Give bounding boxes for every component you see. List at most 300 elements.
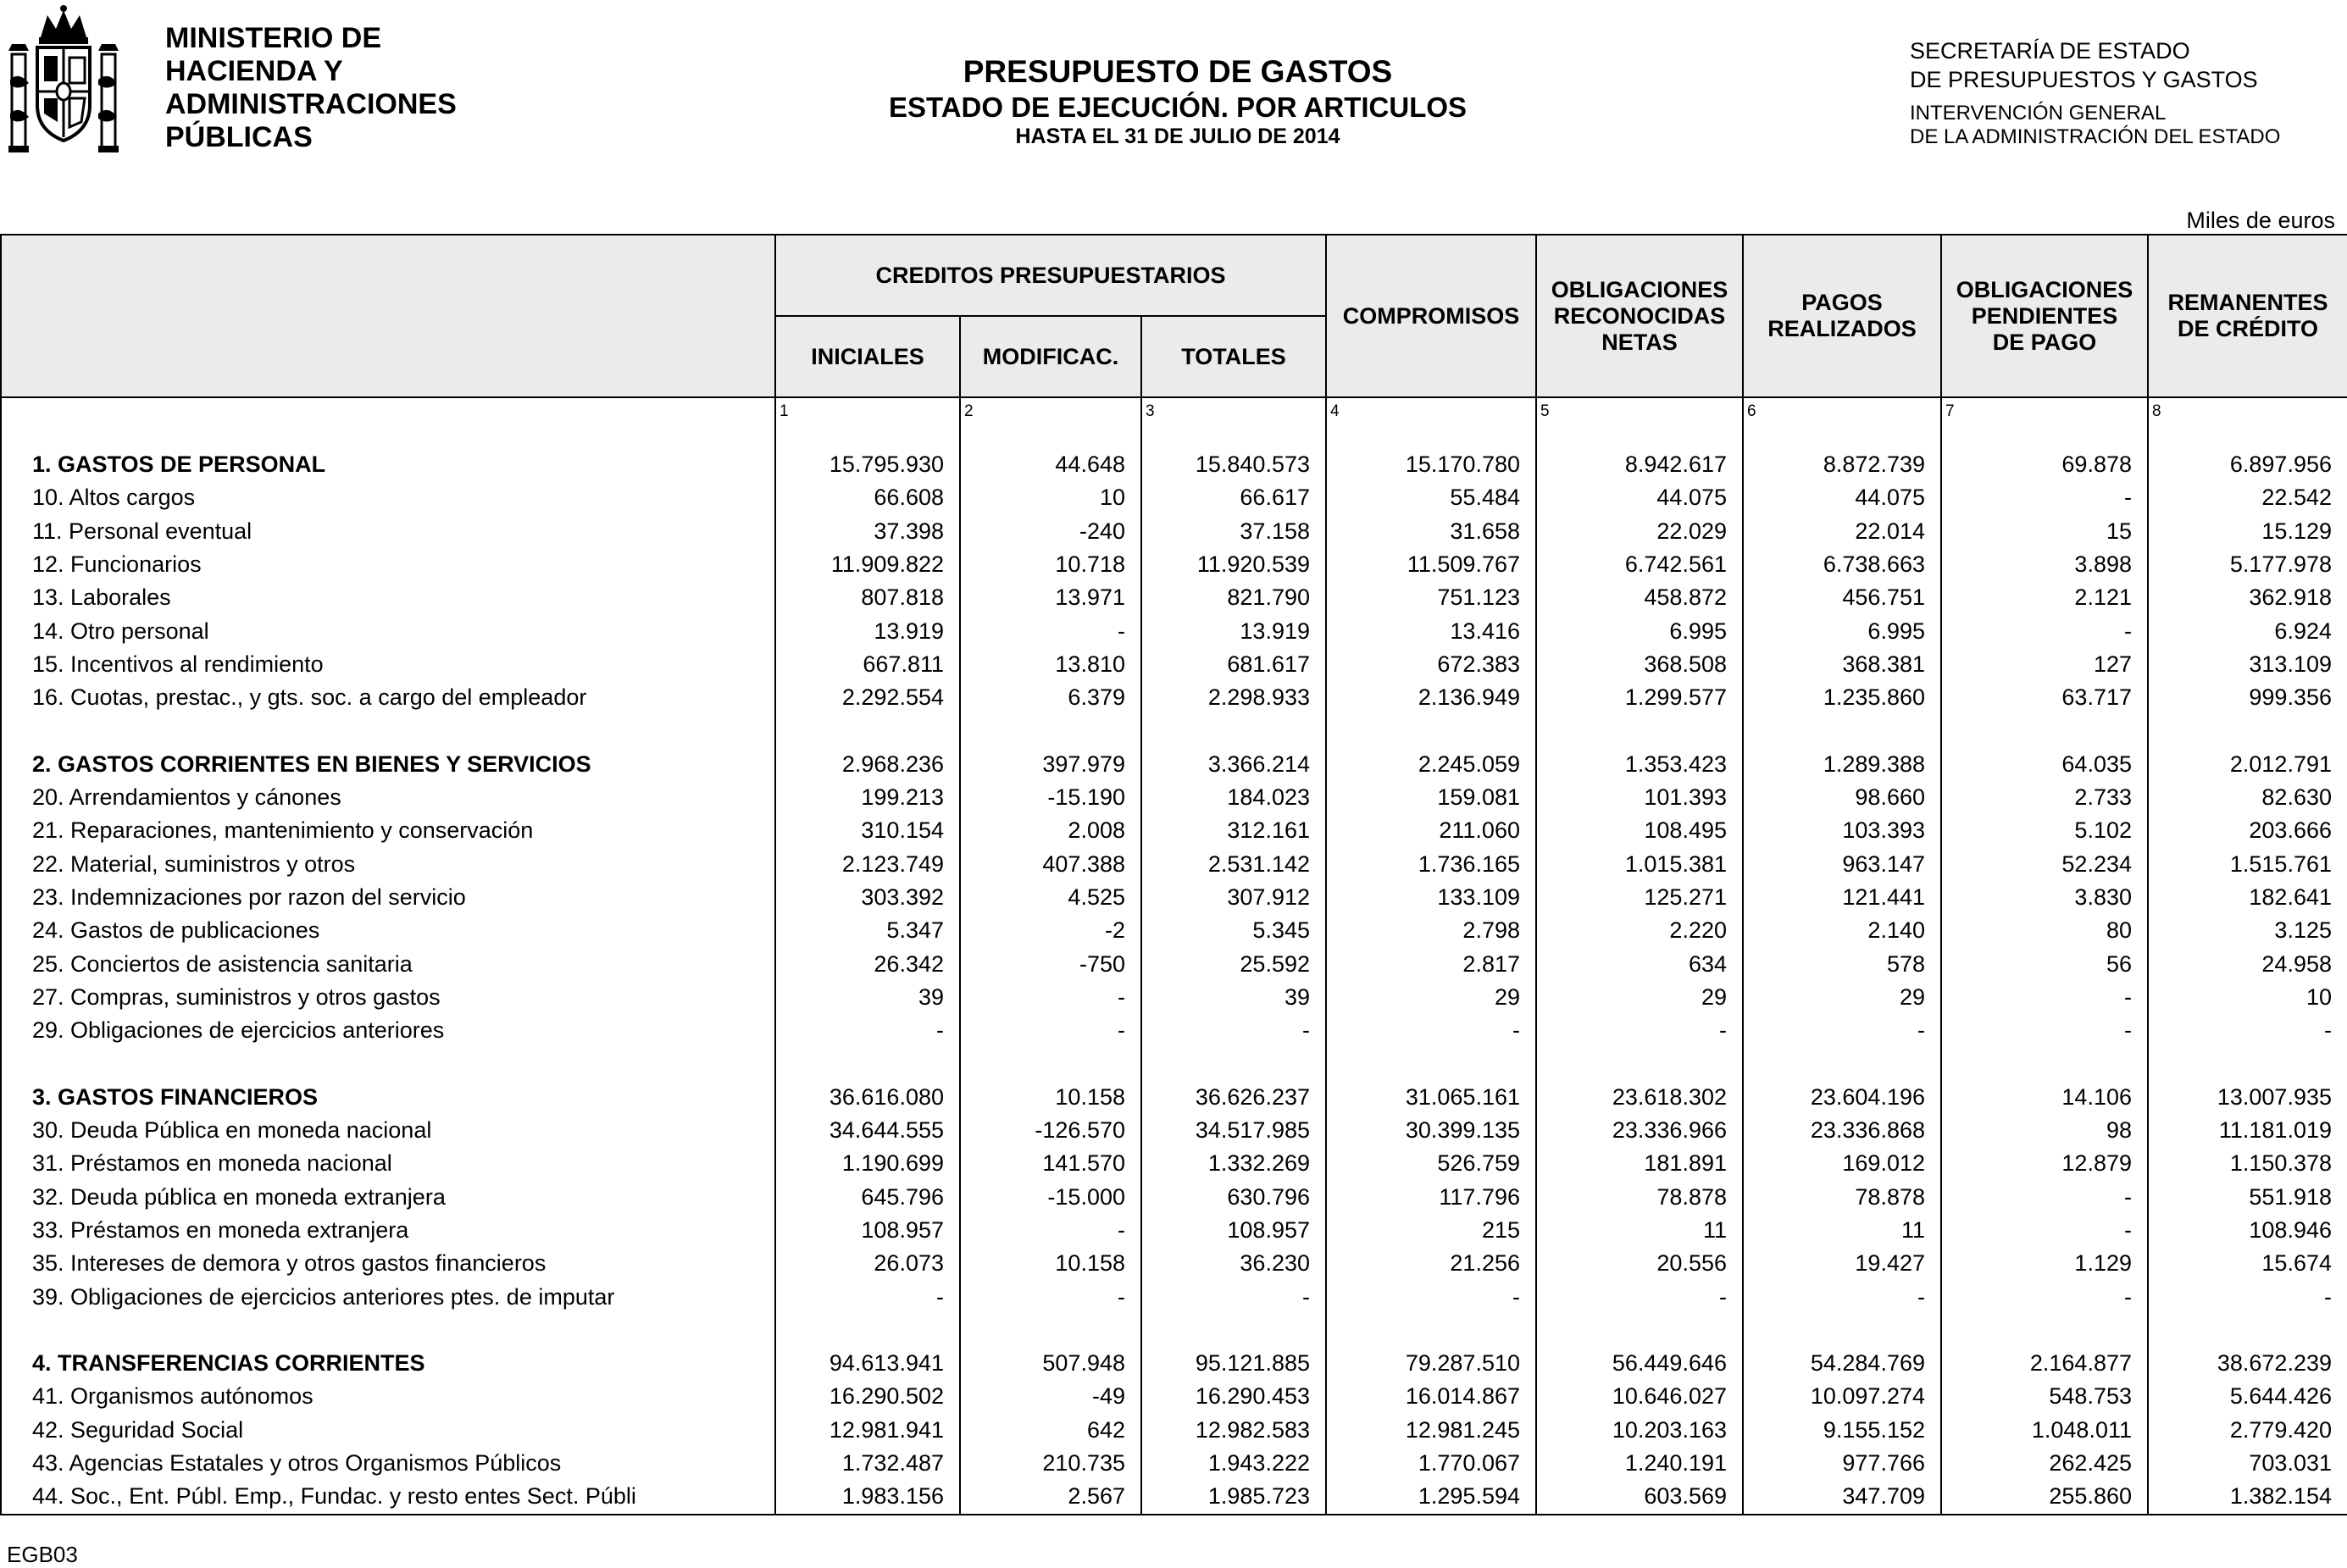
value-cell: 681.617	[1141, 648, 1326, 681]
value-cell: 10	[960, 481, 1141, 514]
value-cell: 2.123.749	[775, 848, 960, 881]
value-cell: -	[960, 614, 1141, 647]
report-date: HASTA EL 31 DE JULIO DE 2014	[1015, 125, 1340, 148]
table-row	[1, 681, 2347, 714]
value-cell: 95.121.885	[1141, 1347, 1326, 1380]
table-row	[1, 914, 2347, 947]
spacer-cell	[2148, 714, 2347, 747]
table-row	[1, 515, 2347, 548]
value-cell: -49	[960, 1380, 1141, 1413]
table-row	[1, 648, 2347, 681]
value-cell: 44.075	[1536, 481, 1743, 514]
value-cell: 23.336.868	[1743, 1114, 1941, 1147]
value-cell: 1.048.011	[1941, 1414, 2148, 1447]
value-cell: 121.441	[1743, 881, 1941, 914]
value-cell: 38.672.239	[2148, 1347, 2347, 1380]
spacer-cell	[1326, 714, 1536, 747]
value-cell: 255.860	[1941, 1480, 2148, 1514]
value-cell: -	[1141, 1280, 1326, 1313]
value-cell: 2.121	[1941, 581, 2148, 614]
report-subtitle: ESTADO DE EJECUCIÓN. POR ARTICULOS	[888, 91, 1468, 123]
value-cell: 63.717	[1941, 681, 2148, 714]
value-cell: 2.012.791	[2148, 748, 2347, 781]
value-cell: 667.811	[775, 648, 960, 681]
value-cell: 16.014.867	[1326, 1380, 1536, 1413]
table-row	[1, 947, 2347, 980]
value-cell: -	[1941, 1181, 2148, 1214]
spacer-row	[1, 1047, 2347, 1080]
coat-of-arms-icon	[7, 3, 121, 164]
value-cell: 963.147	[1743, 848, 1941, 881]
group-row	[1, 448, 2347, 481]
spacer-row	[1, 714, 2347, 747]
value-cell: -	[1536, 1014, 1743, 1047]
value-cell: 977.766	[1743, 1447, 1941, 1480]
value-cell: 184.023	[1141, 781, 1326, 814]
row-label: 43. Agencias Estatales y otros Organismos Públicos	[1, 1447, 775, 1480]
value-cell: 999.356	[2148, 681, 2347, 714]
value-cell: -	[775, 1280, 960, 1313]
spacer-cell	[960, 714, 1141, 747]
value-cell: 1.190.699	[775, 1147, 960, 1180]
row-label: 41. Organismos autónomos	[1, 1380, 775, 1413]
value-cell: 15.129	[2148, 515, 2347, 548]
value-cell: 108.957	[1141, 1214, 1326, 1247]
value-cell: 1.732.487	[775, 1447, 960, 1480]
value-cell: 672.383	[1326, 648, 1536, 681]
value-cell: 101.393	[1536, 781, 1743, 814]
value-cell: 16.290.502	[775, 1380, 960, 1413]
value-cell: 9.155.152	[1743, 1414, 1941, 1447]
value-cell: 141.570	[960, 1147, 1141, 1180]
value-cell: 13.416	[1326, 614, 1536, 647]
units-label: Miles de euros	[2186, 208, 2335, 233]
value-cell: 821.790	[1141, 581, 1326, 614]
value-cell: 2.136.949	[1326, 681, 1536, 714]
value-cell: 6.995	[1743, 614, 1941, 647]
value-cell: 5.347	[775, 914, 960, 947]
value-cell: -	[1941, 981, 2148, 1014]
value-cell: 1.235.860	[1743, 681, 1941, 714]
value-cell: 34.644.555	[775, 1114, 960, 1147]
spacer-cell	[1941, 1314, 2148, 1347]
header-line: RECONOCIDAS	[1553, 302, 1726, 329]
row-label: 23. Indemnizaciones por razon del servicio	[1, 881, 775, 914]
value-cell: -	[960, 981, 1141, 1014]
value-cell: 807.818	[775, 581, 960, 614]
spacer-cell	[775, 1047, 960, 1080]
group-row	[1, 748, 2347, 781]
value-cell: 13.919	[775, 614, 960, 647]
value-cell: 458.872	[1536, 581, 1743, 614]
value-cell: 751.123	[1326, 581, 1536, 614]
value-cell: 127	[1941, 648, 2148, 681]
value-cell: 37.398	[775, 515, 960, 548]
value-cell: 2.798	[1326, 914, 1536, 947]
row-label: 14. Otro personal	[1, 614, 775, 647]
value-cell: 78.878	[1743, 1181, 1941, 1214]
value-cell: 551.918	[2148, 1181, 2347, 1214]
value-cell: 34.517.985	[1141, 1114, 1326, 1147]
value-cell: 117.796	[1326, 1181, 1536, 1214]
table-row	[1, 1147, 2347, 1180]
table-row	[1, 1380, 2347, 1413]
value-cell: 66.608	[775, 481, 960, 514]
table-row	[1, 581, 2347, 614]
value-cell: 6.897.956	[2148, 448, 2347, 481]
value-cell: 15.840.573	[1141, 448, 1326, 481]
spacer-cell	[775, 714, 960, 747]
column-number: 7	[1941, 397, 2148, 443]
value-cell: 6.379	[960, 681, 1141, 714]
value-cell: 13.007.935	[2148, 1081, 2347, 1114]
value-cell: 10.646.027	[1536, 1380, 1743, 1413]
value-cell: 1.150.378	[2148, 1147, 2347, 1180]
obligaciones-header	[1536, 235, 1743, 397]
row-label: 39. Obligaciones de ejercicios anteriores ptes. de imputar	[1, 1280, 775, 1313]
row-label: 22. Material, suministros y otros	[1, 848, 775, 881]
pendientes-header	[1941, 235, 2148, 397]
value-cell: 313.109	[2148, 648, 2347, 681]
row-label: 11. Personal eventual	[1, 515, 775, 548]
value-cell: -	[1141, 1014, 1326, 1047]
spacer-cell	[1326, 1047, 1536, 1080]
value-cell: 29	[1326, 981, 1536, 1014]
value-cell: 22.014	[1743, 515, 1941, 548]
row-label: 12. Funcionarios	[1, 548, 775, 581]
value-cell: 1.382.154	[2148, 1480, 2347, 1514]
value-cell: 82.630	[2148, 781, 2347, 814]
table-row	[1, 781, 2347, 814]
table-row	[1, 981, 2347, 1014]
group-row	[1, 1347, 2347, 1380]
spacer-cell	[1141, 714, 1326, 747]
spacer-cell	[1536, 1047, 1743, 1080]
value-cell: -	[960, 1014, 1141, 1047]
value-cell: 26.073	[775, 1247, 960, 1280]
value-cell: 199.213	[775, 781, 960, 814]
secretariat-line: DE PRESUPUESTOS Y GASTOS	[1910, 67, 2258, 92]
value-cell: 407.388	[960, 848, 1141, 881]
value-cell: -	[1941, 481, 2148, 514]
value-cell: 169.012	[1743, 1147, 1941, 1180]
value-cell: 6.995	[1536, 614, 1743, 647]
table-row	[1, 881, 2347, 914]
header-line: OBLIGACIONES	[1551, 276, 1728, 302]
value-cell: 310.154	[775, 814, 960, 847]
table-row	[1, 848, 2347, 881]
value-cell: 52.234	[1941, 848, 2148, 881]
row-label: 35. Intereses de demora y otros gastos financieros	[1, 1247, 775, 1280]
value-cell: 25.592	[1141, 947, 1326, 980]
value-cell: 2.817	[1326, 947, 1536, 980]
value-cell: 55.484	[1326, 481, 1536, 514]
value-cell: 98.660	[1743, 781, 1941, 814]
ministry-name	[165, 22, 457, 154]
table-row	[1, 1181, 2347, 1214]
column-number: 6	[1743, 397, 1941, 443]
value-cell: 362.918	[2148, 581, 2347, 614]
value-cell: 44.075	[1743, 481, 1941, 514]
ministry-line: HACIENDA Y	[165, 55, 343, 87]
value-cell: 211.060	[1326, 814, 1536, 847]
column-number: 2	[960, 397, 1141, 443]
value-cell: 2.292.554	[775, 681, 960, 714]
value-cell: 30.399.135	[1326, 1114, 1536, 1147]
value-cell: 10.158	[960, 1247, 1141, 1280]
value-cell: 2.968.236	[775, 748, 960, 781]
value-cell: 603.569	[1536, 1480, 1743, 1514]
table-row	[1, 1014, 2347, 1047]
row-label: 3. GASTOS FINANCIEROS	[1, 1081, 775, 1114]
table-row	[1, 1414, 2347, 1447]
value-cell: 10.097.274	[1743, 1380, 1941, 1413]
spacer-cell	[1941, 714, 2148, 747]
value-cell: 108.495	[1536, 814, 1743, 847]
value-cell: 548.753	[1941, 1380, 2148, 1413]
value-cell: 2.245.059	[1326, 748, 1536, 781]
value-cell: 5.102	[1941, 814, 2148, 847]
row-label: 44. Soc., Ent. Públ. Emp., Fundac. y resto entes Sect. Públi	[1, 1480, 775, 1514]
value-cell: 1.983.156	[775, 1480, 960, 1514]
value-cell: 56.449.646	[1536, 1347, 1743, 1380]
value-cell: -15.000	[960, 1181, 1141, 1214]
value-cell: 645.796	[775, 1181, 960, 1214]
header-line: DE CRÉDITO	[2177, 316, 2319, 341]
spacer-cell	[1, 1314, 775, 1347]
value-cell: 6.742.561	[1536, 548, 1743, 581]
value-cell: 19.427	[1743, 1247, 1941, 1280]
value-cell: 10.158	[960, 1081, 1141, 1114]
value-cell: 8.942.617	[1536, 448, 1743, 481]
value-cell: 10.718	[960, 548, 1141, 581]
table-row	[1, 481, 2347, 514]
value-cell: 16.290.453	[1141, 1380, 1326, 1413]
value-cell: 13.919	[1141, 614, 1326, 647]
header-line: OBLIGACIONES	[1956, 276, 2133, 302]
value-cell: 14.106	[1941, 1081, 2148, 1114]
value-cell: -	[2148, 1280, 2347, 1313]
row-label: 15. Incentivos al rendimiento	[1, 648, 775, 681]
value-cell: 2.567	[960, 1480, 1141, 1514]
value-cell: -	[960, 1214, 1141, 1247]
value-cell: 1.299.577	[1536, 681, 1743, 714]
value-cell: -15.190	[960, 781, 1141, 814]
value-cell: 10	[2148, 981, 2347, 1014]
value-cell: 15.170.780	[1326, 448, 1536, 481]
value-cell: 2.220	[1536, 914, 1743, 947]
value-cell: -	[1743, 1280, 1941, 1313]
column-number: 4	[1326, 397, 1536, 443]
remanentes-header	[2148, 235, 2347, 397]
table-row	[1, 614, 2347, 647]
table-row	[1, 1214, 2347, 1247]
value-cell: 2.164.877	[1941, 1347, 2148, 1380]
value-cell: 1.015.381	[1536, 848, 1743, 881]
spacer-cell	[2148, 1314, 2347, 1347]
value-cell: 26.342	[775, 947, 960, 980]
value-cell: 13.810	[960, 648, 1141, 681]
value-cell: 23.336.966	[1536, 1114, 1743, 1147]
value-cell: 11	[1536, 1214, 1743, 1247]
value-cell: 1.943.222	[1141, 1447, 1326, 1480]
value-cell: 507.948	[960, 1347, 1141, 1380]
spacer-cell	[1141, 1314, 1326, 1347]
intervention-line: INTERVENCIÓN GENERAL	[1910, 102, 2167, 125]
row-label: 31. Préstamos en moneda nacional	[1, 1147, 775, 1180]
value-cell: 12.879	[1941, 1147, 2148, 1180]
value-cell: 37.158	[1141, 515, 1326, 548]
value-cell: -126.570	[960, 1114, 1141, 1147]
intervention-line: DE LA ADMINISTRACIÓN DEL ESTADO	[1910, 125, 2281, 148]
value-cell: 182.641	[2148, 881, 2347, 914]
value-cell: 1.985.723	[1141, 1480, 1326, 1514]
value-cell: 21.256	[1326, 1247, 1536, 1280]
value-cell: 1.353.423	[1536, 748, 1743, 781]
value-cell: 133.109	[1326, 881, 1536, 914]
spacer-cell	[960, 1047, 1141, 1080]
spacer-cell	[1743, 714, 1941, 747]
value-cell: 8.872.739	[1743, 448, 1941, 481]
value-cell: 368.381	[1743, 648, 1941, 681]
value-cell: 3.125	[2148, 914, 2347, 947]
spacer-cell	[1743, 1314, 1941, 1347]
value-cell: 39	[775, 981, 960, 1014]
value-cell: 368.508	[1536, 648, 1743, 681]
spacer-row	[1, 1314, 2347, 1347]
column-number: 3	[1141, 397, 1326, 443]
ministry-line: PÚBLICAS	[165, 121, 313, 153]
value-cell: -	[1941, 1014, 2148, 1047]
row-label: 16. Cuotas, prestac., y gts. soc. a cargo del empleador	[1, 681, 775, 714]
value-cell: 1.770.067	[1326, 1447, 1536, 1480]
row-label: 13. Laborales	[1, 581, 775, 614]
header-line: REMANENTES	[2167, 290, 2328, 315]
value-cell: 15.674	[2148, 1247, 2347, 1280]
row-label: 32. Deuda pública en moneda extranjera	[1, 1181, 775, 1214]
value-cell: 23.618.302	[1536, 1081, 1743, 1114]
value-cell: 66.617	[1141, 481, 1326, 514]
value-cell: 6.924	[2148, 614, 2347, 647]
value-cell: 2.733	[1941, 781, 2148, 814]
table-row	[1, 1447, 2347, 1480]
table-row	[1, 1114, 2347, 1147]
table-row	[1, 548, 2347, 581]
value-cell: 36.616.080	[775, 1081, 960, 1114]
row-label: 20. Arrendamientos y cánones	[1, 781, 775, 814]
value-cell: 24.958	[2148, 947, 2347, 980]
row-label: 10. Altos cargos	[1, 481, 775, 514]
value-cell: 15	[1941, 515, 2148, 548]
value-cell: 12.982.583	[1141, 1414, 1326, 1447]
column-number: 8	[2148, 397, 2347, 443]
value-cell: 5.177.978	[2148, 548, 2347, 581]
value-cell: 11.509.767	[1326, 548, 1536, 581]
row-label: 30. Deuda Pública en moneda nacional	[1, 1114, 775, 1147]
row-label: 21. Reparaciones, mantenimiento y conservación	[1, 814, 775, 847]
spacer-cell	[1743, 1047, 1941, 1080]
value-cell: 22.542	[2148, 481, 2347, 514]
table-body	[1, 397, 2347, 1515]
row-label: 27. Compras, suministros y otros gastos	[1, 981, 775, 1014]
report-title: PRESUPUESTO DE GASTOS	[963, 54, 1393, 89]
row-label: 33. Préstamos en moneda extranjera	[1, 1214, 775, 1247]
value-cell: 347.709	[1743, 1480, 1941, 1514]
value-cell: 2.531.142	[1141, 848, 1326, 881]
row-label: 4. TRANSFERENCIAS CORRIENTES	[1, 1347, 775, 1380]
header-line: PAGOS	[1801, 290, 1883, 315]
value-cell: 3.366.214	[1141, 748, 1326, 781]
spacer-cell	[1536, 1314, 1743, 1347]
value-cell: -	[775, 1014, 960, 1047]
value-cell: 39	[1141, 981, 1326, 1014]
secretariat-line: SECRETARÍA DE ESTADO	[1910, 38, 2190, 64]
spacer-cell	[1536, 714, 1743, 747]
value-cell: 215	[1326, 1214, 1536, 1247]
row-label: 2. GASTOS CORRIENTES EN BIENES Y SERVICIOS	[1, 748, 775, 781]
creditos-header: CREDITOS PRESUPUESTARIOS	[775, 235, 1326, 316]
value-cell: 125.271	[1536, 881, 1743, 914]
row-label: 25. Conciertos de asistencia sanitaria	[1, 947, 775, 980]
table-row	[1, 814, 2347, 847]
pagos-header	[1743, 235, 1941, 397]
value-cell: 54.284.769	[1743, 1347, 1941, 1380]
value-cell: -	[1536, 1280, 1743, 1313]
value-cell: 2.298.933	[1141, 681, 1326, 714]
spacer-cell	[960, 1314, 1141, 1347]
value-cell: 11.909.822	[775, 548, 960, 581]
header-line: NETAS	[1601, 329, 1678, 355]
value-cell: 103.393	[1743, 814, 1941, 847]
value-cell: 262.425	[1941, 1447, 2148, 1480]
ministry-line: ADMINISTRACIONES	[165, 88, 457, 120]
value-cell: 6.738.663	[1743, 548, 1941, 581]
value-cell: -240	[960, 515, 1141, 548]
value-cell: 11.181.019	[2148, 1114, 2347, 1147]
value-cell: 4.525	[960, 881, 1141, 914]
value-cell: 1.129	[1941, 1247, 2148, 1280]
value-cell: 10.203.163	[1536, 1414, 1743, 1447]
value-cell: 312.161	[1141, 814, 1326, 847]
value-cell: 181.891	[1536, 1147, 1743, 1180]
value-cell: 29	[1536, 981, 1743, 1014]
value-cell: 1.295.594	[1326, 1480, 1536, 1514]
row-label: 24. Gastos de publicaciones	[1, 914, 775, 947]
value-cell: 634	[1536, 947, 1743, 980]
value-cell: 69.878	[1941, 448, 2148, 481]
value-cell: -	[1941, 1280, 2148, 1313]
value-cell: 630.796	[1141, 1181, 1326, 1214]
value-cell: 36.230	[1141, 1247, 1326, 1280]
value-cell: -	[1941, 1214, 2148, 1247]
group-row	[1, 1081, 2347, 1114]
value-cell: 2.008	[960, 814, 1141, 847]
value-cell: 29	[1743, 981, 1941, 1014]
description-header	[1, 235, 775, 397]
value-cell: 203.666	[2148, 814, 2347, 847]
value-cell: 526.759	[1326, 1147, 1536, 1180]
value-cell: 78.878	[1536, 1181, 1743, 1214]
row-label: 1. GASTOS DE PERSONAL	[1, 448, 775, 481]
spacer-cell	[1941, 1047, 2148, 1080]
totales-header: TOTALES	[1141, 316, 1326, 397]
spacer-cell	[2148, 1047, 2347, 1080]
value-cell: 94.613.941	[775, 1347, 960, 1380]
value-cell: 159.081	[1326, 781, 1536, 814]
value-cell: 2.140	[1743, 914, 1941, 947]
value-cell: 303.392	[775, 881, 960, 914]
ministry-line: MINISTERIO DE	[165, 22, 382, 54]
